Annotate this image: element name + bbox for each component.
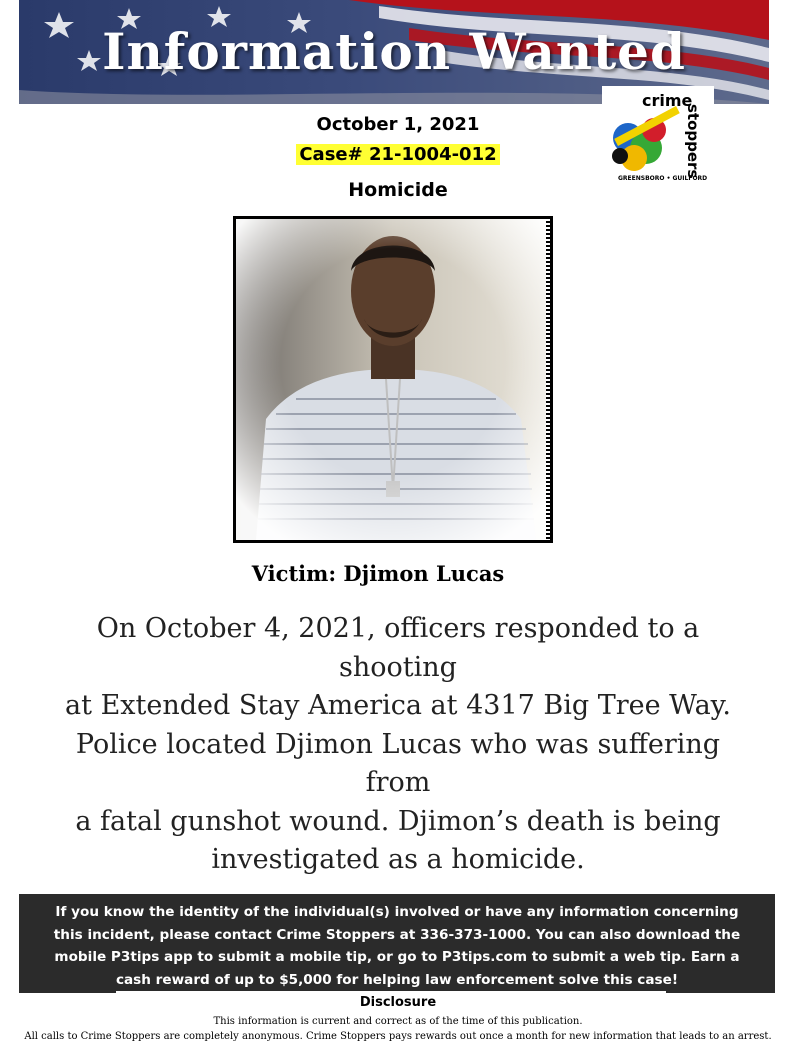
publication-date: October 1, 2021 bbox=[316, 114, 480, 135]
victim-caption bbox=[0, 561, 796, 586]
case-number-wrap bbox=[0, 144, 796, 165]
svg-text:crime: crime bbox=[642, 91, 693, 110]
tip-info-box: If you know the identity of the individual(s) involved or have any information concerning this incident, please contact Crime Stoppers at 336-373-1000. You can also download the mobile P3tips app to submit a mobile tip, or go to P3tips.com to submit a web tip. Earn a cash reward of up to $5,000 for helping law enforcement solve this case! bbox=[19, 894, 775, 993]
divider bbox=[116, 991, 666, 994]
narrative-line: On October 4, 2021, officers responded to a shooting bbox=[96, 613, 700, 683]
crime-stoppers-logo bbox=[602, 86, 714, 186]
narrative-line: at Extended Stay America at 4317 Big Tree Way. bbox=[65, 690, 731, 721]
disclosure-line: All calls to Crime Stoppers are completely anonymous. Crime Stoppers pays rewards out once a month for new information that leads to an arrest. bbox=[24, 1031, 772, 1042]
narrative-line: Police located Djimon Lucas who was suffering from bbox=[75, 728, 721, 798]
narrative-line: a fatal gunshot wound. Djimon’s death is being bbox=[75, 805, 721, 837]
logo-subtext: GREENSBORO • GUILFORD bbox=[618, 175, 708, 182]
case-number: Case# 21-1004-012 bbox=[296, 144, 499, 165]
narrative-line: investigated as a homicide. bbox=[211, 844, 585, 875]
incident-narrative bbox=[40, 610, 756, 880]
victim-portrait-image bbox=[236, 219, 550, 540]
disclosure-title: Disclosure bbox=[359, 995, 437, 1010]
victim-photo bbox=[233, 216, 553, 543]
disclosure-line: This information is current and correct as of the time of this publication. bbox=[213, 1016, 583, 1027]
banner-title: Information Wanted bbox=[102, 22, 686, 81]
victim-name: Victim: Djimon Lucas bbox=[251, 561, 505, 586]
svg-text:stoppers: stoppers bbox=[684, 104, 702, 179]
case-category: Homicide bbox=[348, 179, 448, 201]
